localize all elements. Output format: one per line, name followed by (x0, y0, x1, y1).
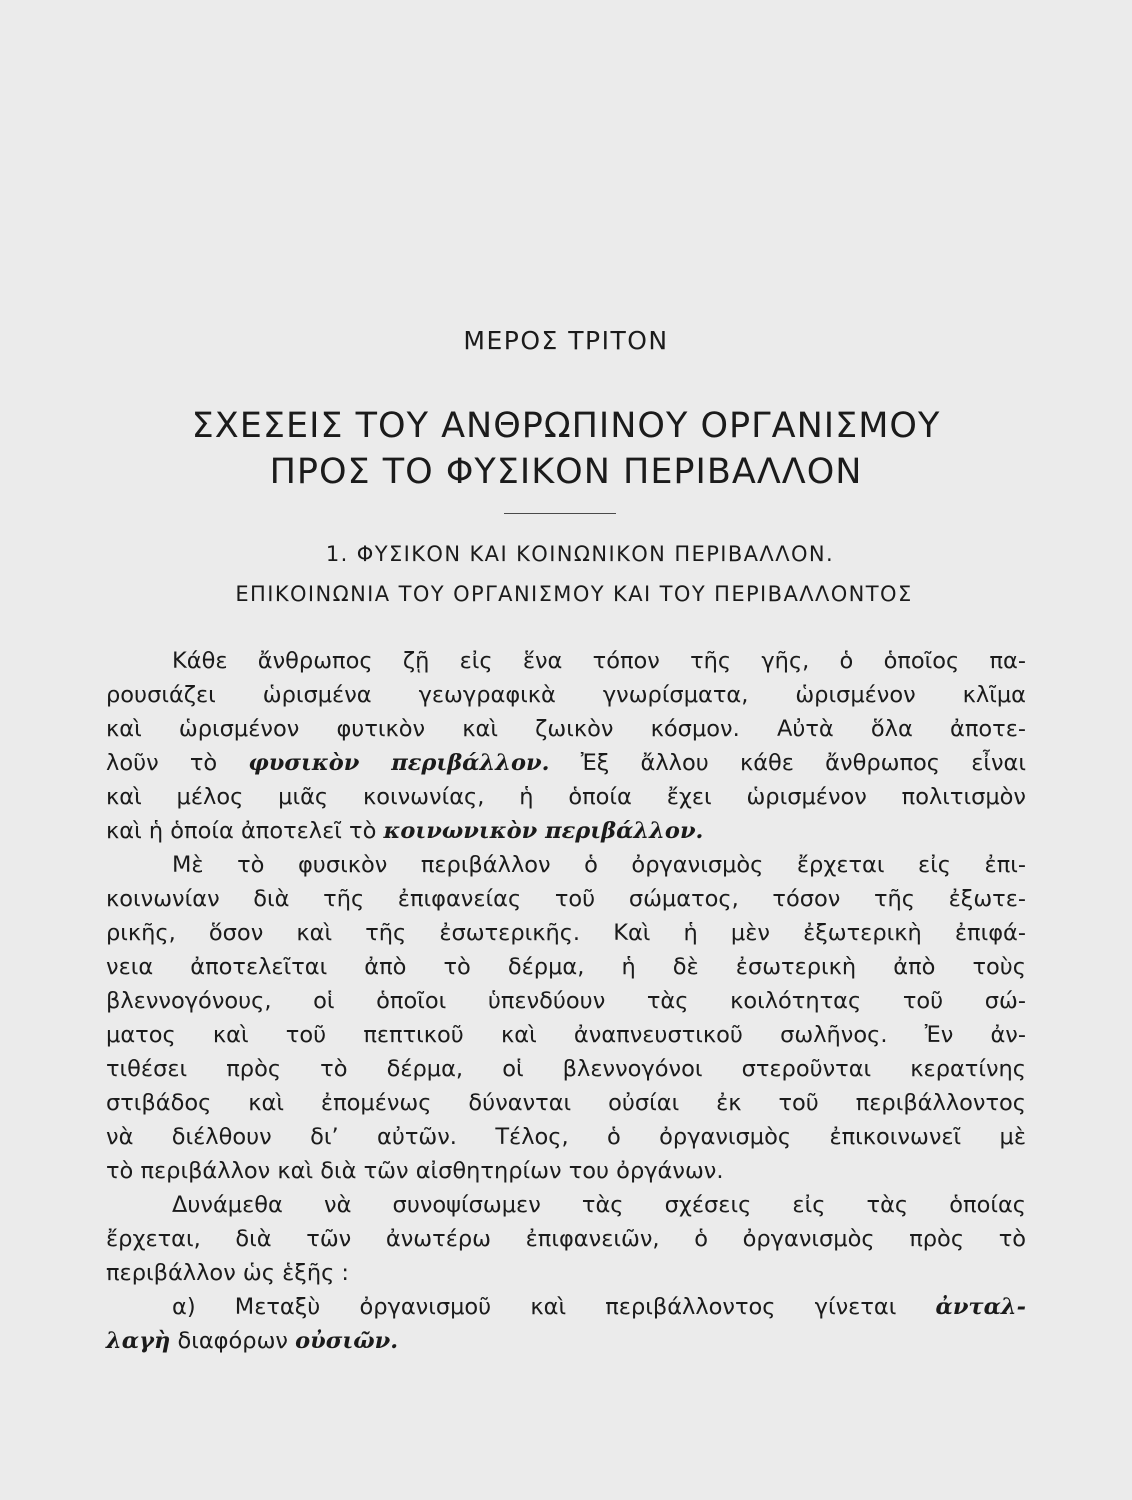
text-run: α) Μεταξὺ ὀργανισμοῦ καὶ περιβάλλοντος γίνεται (172, 1294, 936, 1320)
paragraph-4-line (172, 1292, 1026, 1322)
paragraph-2-line: κοινωνίαν διὰ τῆς ἐπιφανείας τοῦ σώματος, τόσον τῆς ἐξωτε- (106, 886, 1026, 912)
paragraph-1-line: καὶ ὡρισμένον φυτικὸν καὶ ζωικὸν κόσμον. Αὐτὰ ὅλα ἀποτε- (106, 716, 1026, 742)
paragraph-2-line: τιθέσει πρὸς τὸ δέρμα, οἱ βλεννογόνοι στεροῦνται κερατίνης (106, 1056, 1026, 1082)
text-run: Ἐξ ἄλλου κάθε ἄνθρωπος εἶναι (549, 750, 1026, 776)
paragraph-3-line: Δυνάμεθα νὰ συνοψίσωμεν τὰς σχέσεις εἰς τὰς ὁποίας (172, 1192, 1026, 1218)
text-run: λοῦν τὸ (106, 750, 249, 776)
paragraph-1-line: καὶ μέλος μιᾶς κοινωνίας, ἡ ὁποία ἔχει ὡρισμένον πολιτισμὸν (106, 784, 1026, 810)
paragraph-1-line (106, 816, 1026, 846)
text-run: διαφόρων (170, 1328, 296, 1354)
emphasized-term: λαγὴ (106, 1328, 171, 1354)
emphasized-term: κοινωνικὸν περιβάλλον. (383, 818, 704, 844)
section-heading-line-1: 1. ΦΥΣΙΚΟΝ ΚΑΙ ΚΟΙΝΩΝΙΚΟΝ ΠΕΡΙΒΑΛΛΟΝ. (325, 542, 835, 566)
part-title: ΜΕΡΟΣ ΤΡΙΤΟΝ (463, 326, 669, 355)
emphasized-term: φυσικὸν περιβάλλον. (248, 750, 550, 776)
emphasized-term: ἀνταλ- (935, 1294, 1026, 1320)
paragraph-2-line: ματος καὶ τοῦ πεπτικοῦ καὶ ἀναπνευστικοῦ σωλῆνος. Ἐν ἀν- (106, 1022, 1026, 1048)
paragraph-2-line: Μὲ τὸ φυσικὸν περιβάλλον ὁ ὀργανισμὸς ἔρχεται εἰς ἐπι- (172, 852, 1026, 878)
paragraph-2-line: νεια ἀποτελεῖται ἀπὸ τὸ δέρμα, ἡ δὲ ἐσωτερικὴ ἀπὸ τοὺς (106, 954, 1026, 980)
paragraph-4-line (106, 1326, 1026, 1356)
paragraph-2-line: ρικῆς, ὅσον καὶ τῆς ἐσωτερικῆς. Καὶ ἡ μὲν ἐξωτερικὴ ἐπιφά- (106, 920, 1026, 946)
section-heading-line-2: ΕΠΙΚΟΙΝΩΝΙΑ ΤΟΥ ΟΡΓΑΝΙΣΜΟΥ ΚΑΙ ΤΟΥ ΠΕΡΙΒΑΛΛΟΝΤΟΣ (235, 582, 913, 606)
chapter-title-line-2: ΠΡΟΣ ΤΟ ΦΥΣΙΚΟΝ ΠΕΡΙΒΑΛΛΟΝ (269, 452, 863, 492)
chapter-title-line-1: ΣΧΕΣΕΙΣ ΤΟΥ ΑΝΘΡΩΠΙΝΟΥ ΟΡΓΑΝΙΣΜΟΥ (191, 406, 941, 446)
title-divider (504, 513, 616, 514)
emphasized-term: οὐσιῶν. (295, 1328, 399, 1354)
paragraph-2-line: στιβάδος καὶ ἐπομένως δύνανται οὐσίαι ἐκ τοῦ περιβάλλοντος (106, 1090, 1026, 1116)
paragraph-3-line: περιβάλλον ὡς ἑξῆς : (106, 1260, 350, 1286)
paragraph-2-line: βλεννογόνους, οἱ ὁποῖοι ὑπενδύουν τὰς κοιλότητας τοῦ σώ- (106, 988, 1026, 1014)
paragraph-2-line: τὸ περιβάλλον καὶ διὰ τῶν αἰσθητηρίων του ὀργάνων. (106, 1158, 724, 1184)
paragraph-3-line: ἔρχεται, διὰ τῶν ἀνωτέρω ἐπιφανειῶν, ὁ ὀργανισμὸς πρὸς τὸ (106, 1226, 1026, 1252)
text-run: καὶ ἡ ὁποία ἀποτελεῖ τὸ (106, 818, 384, 844)
paragraph-2-line: νὰ διέλθουν δι’ αὐτῶν. Τέλος, ὁ ὀργανισμὸς ἐπικοινωνεῖ μὲ (106, 1124, 1026, 1150)
paragraph-1-line: ρουσιάζει ὡρισμένα γεωγραφικὰ γνωρίσματα, ὡρισμένον κλῖμα (106, 682, 1026, 708)
paragraph-1-line (106, 748, 1026, 778)
paragraph-1-line: Κάθε ἄνθρωπος ζῇ εἰς ἕνα τόπον τῆς γῆς, ὁ ὁποῖος πα- (172, 648, 1026, 674)
